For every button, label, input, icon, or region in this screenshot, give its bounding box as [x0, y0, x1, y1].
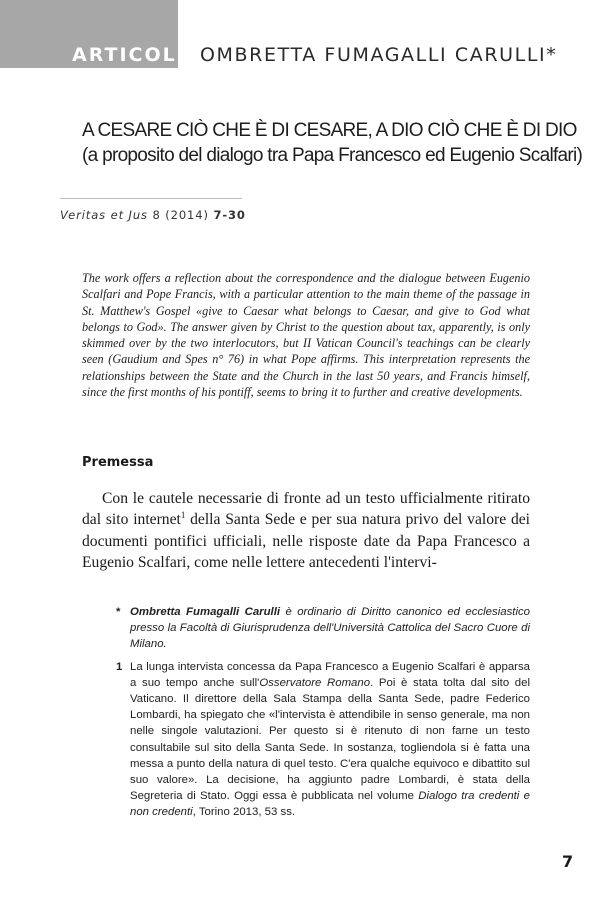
- author-footnote-mark: *: [116, 606, 121, 618]
- abstract: The work offers a reflection about the correspondence and the dialogue between Eugenio Scalfari and Pope Francis, with a particular attention to the main theme of the passage in St. Matthew's Gospel «give to Caesar what belongs to Caesar, and give to God what belongs to God». The answer given by Christ to the question about tax, apparently, is only skimmed over by the two interlocutors, but II Vatican Council's teachings can be clearly seen (Gaudium and Spes n° 76) in what Pope affirms. This interpretation represents the relationships between the State and the Church in the last 50 years, and Francis himself, since the first months of his pontiff, seems to bring it to further and creative developments.: [82, 271, 530, 400]
- author-footnote-text: è ordinario di Diritto canonico ed ecclesiastico presso la Facoltà di Giurisprudenza dell'Università Cattolica del Sacro Cuore di Milano.: [130, 606, 530, 651]
- page-number: 7: [562, 852, 574, 871]
- title-line-1: A CESARE CIÒ CHE È DI CESARE, A DIO CIÒ CHE È DI DIO: [82, 120, 577, 141]
- body-paragraph: [82, 488, 530, 573]
- journal-citation: [60, 208, 246, 222]
- section-label: ARTICOLI: [72, 44, 186, 66]
- author-header: OMBRETTA FUMAGALLI CARULLI*: [200, 44, 558, 66]
- title-line-2: (a proposito del dialogo tra Papa Francesco ed Eugenio Scalfari): [82, 145, 583, 166]
- page-range: 7-30: [213, 208, 246, 222]
- footnotes: [116, 604, 531, 821]
- footnote-1-text-c: , Torino 2013, 53 ss.: [192, 806, 296, 819]
- footnote-1-text-a: La lunga intervista concessa da Papa Francesco a Eugenio Scalfari è apparsa a suo tempo anche sull': [130, 660, 530, 689]
- footnote-1-italic-1: Osservatore Romano: [259, 676, 371, 689]
- author-footnote: [116, 604, 530, 653]
- footnote-ref: 1: [180, 510, 186, 521]
- footnote-1: [116, 659, 531, 821]
- author-footnote-name: Ombretta Fumagalli Carulli: [130, 606, 281, 618]
- footnote-1-mark: 1: [116, 660, 123, 673]
- journal-name: Veritas et Jus: [60, 208, 148, 222]
- footnote-1-text-b: . Poi è stata tolta dal sito del Vaticano. Il direttore della Sala Stampa della Santa Sede, padre Federico Lombardi, ha spiegato che «l'intervista è attendibile in senso generale, ma non nelle singole valutazioni. Per questo si è ritenuto di non farne un testo consultabile sul sito della Santa Sede. In sostanza, togliendola si è fatta una messa a punto della natura di quel testo. C'era qualche equivoco e dibattito sul suo valore». La decisione, ha aggiunto padre Lombardi, è stata della Segreteria di Stato. Oggi essa è pubblicata nel volume: [130, 676, 531, 803]
- article-title: [82, 118, 583, 168]
- body-text-rest: della Santa Sede e per sua natura privo del valore dei documenti pontifici ufficiali, nelle risposte date da Papa Francesco a Eugenio Scalfari, come nelle lettere antecedenti l'intervi-: [82, 511, 530, 571]
- volume-year: 8 (2014): [147, 208, 214, 222]
- citation-rule: [60, 198, 242, 199]
- section-heading: Premessa: [82, 455, 154, 470]
- body-text-start: Con le cautele necessarie di fronte ad un testo ufficialmente ritirato dal sito internet: [82, 490, 530, 529]
- footnote-1-italic-2: Dialogo tra credenti e non credenti: [130, 790, 530, 819]
